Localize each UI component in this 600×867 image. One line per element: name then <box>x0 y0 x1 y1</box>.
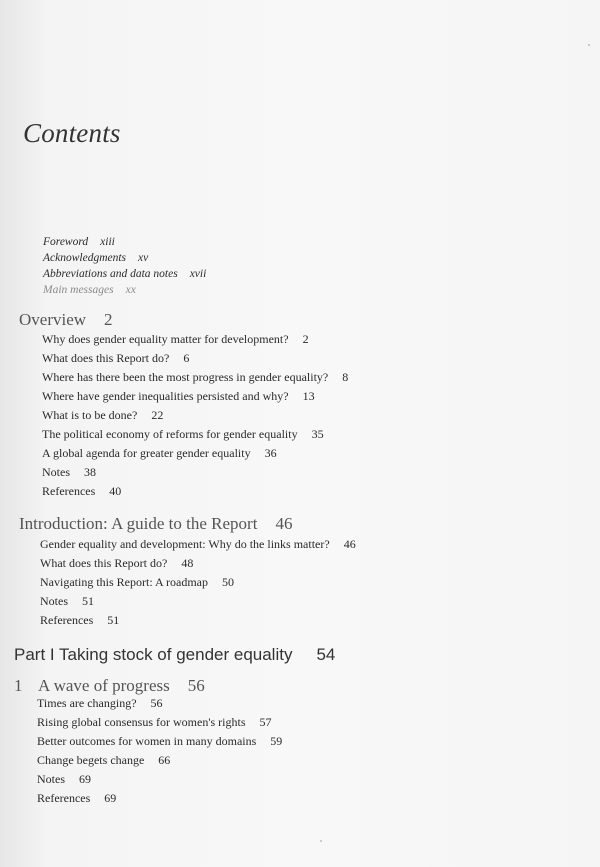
toc-entry[interactable] <box>42 349 348 368</box>
toc-entry[interactable] <box>42 368 348 387</box>
part-page: 54 <box>316 645 336 664</box>
toc-entry[interactable] <box>42 444 348 463</box>
toc-entry[interactable] <box>40 592 356 611</box>
introduction-entries <box>40 535 356 630</box>
toc-entry-page: xx <box>125 284 136 296</box>
toc-entry-page: xvii <box>189 268 207 280</box>
section-heading-overview[interactable] <box>19 310 113 330</box>
toc-entry-label: Where have gender inequalities persisted and why? <box>42 389 289 403</box>
toc-entry-foreword[interactable] <box>43 234 206 250</box>
toc-entry-label: A global agenda for greater gender equality <box>42 446 251 460</box>
toc-entry[interactable] <box>37 789 282 808</box>
chapter-heading[interactable] <box>14 676 205 696</box>
chapter-number: 1 <box>14 676 23 695</box>
toc-entry-page: 56 <box>150 696 163 710</box>
toc-entry-label: Notes <box>42 465 70 479</box>
toc-entry[interactable] <box>40 573 356 592</box>
section-title: Introduction: A guide to the Report <box>19 514 258 533</box>
toc-entry[interactable] <box>40 554 356 573</box>
toc-entry[interactable] <box>40 611 356 630</box>
toc-entry-label: Change begets change <box>37 753 145 767</box>
toc-entry-abbreviations[interactable] <box>43 266 206 282</box>
page-title: Contents <box>23 118 121 148</box>
toc-entry-label: References <box>40 613 94 627</box>
toc-entry-label: Main messages <box>43 284 114 296</box>
toc-entry-label: Navigating this Report: A roadmap <box>40 575 208 589</box>
chapter-page: 56 <box>187 676 205 695</box>
toc-entry-page: xv <box>138 252 149 264</box>
toc-entry-page: 38 <box>84 465 96 479</box>
section-page: 46 <box>275 514 293 533</box>
toc-entry-label: Notes <box>40 594 68 608</box>
toc-entry-page: 35 <box>311 427 324 441</box>
toc-entry-page: 8 <box>342 370 349 384</box>
front-matter-list <box>43 234 206 298</box>
toc-entry[interactable] <box>37 751 282 770</box>
section-page: 2 <box>104 310 113 329</box>
toc-entry-page: 59 <box>270 734 283 748</box>
part-heading[interactable] <box>14 645 335 665</box>
toc-entry-label: Rising global consensus for women's rights <box>37 715 246 729</box>
toc-entry-label: Why does gender equality matter for development? <box>42 332 289 346</box>
toc-entry-label: What does this Report do? <box>42 351 170 365</box>
toc-entry-page: 50 <box>221 575 234 589</box>
toc-entry-page: 66 <box>158 753 171 767</box>
toc-entry[interactable] <box>42 387 348 406</box>
toc-entry-label: Where has there been the most progress in gender equality? <box>42 370 329 384</box>
chapter-title: A wave of progress <box>38 676 170 695</box>
toc-entry-page: 40 <box>109 484 122 498</box>
toc-entry-label: Times are changing? <box>37 696 137 710</box>
toc-entry-page: 57 <box>259 715 272 729</box>
toc-entry[interactable] <box>42 463 348 482</box>
toc-entry[interactable] <box>37 694 282 713</box>
toc-entry-page: 2 <box>302 332 309 346</box>
toc-entry-label: References <box>42 484 96 498</box>
toc-entry-label: Gender equality and development: Why do the links matter? <box>40 537 330 551</box>
chapter-entries <box>37 694 282 808</box>
toc-entry-page: 51 <box>82 594 94 608</box>
toc-entry-page: 51 <box>107 613 120 627</box>
toc-entry-acknowledgments[interactable] <box>43 250 206 266</box>
toc-entry[interactable] <box>37 732 282 751</box>
toc-entry-label: Better outcomes for women in many domains <box>37 734 257 748</box>
toc-entry-page: 46 <box>343 537 356 551</box>
toc-entry-page: 36 <box>264 446 277 460</box>
toc-entry[interactable] <box>40 535 356 554</box>
toc-entry-label: Acknowledgments <box>43 252 127 264</box>
toc-entry[interactable] <box>37 770 282 789</box>
toc-entry-page: 22 <box>151 408 164 422</box>
paper-speck <box>588 44 590 46</box>
toc-entry-label: Abbreviations and data notes <box>43 268 178 280</box>
toc-entry[interactable] <box>42 425 348 444</box>
toc-entry[interactable] <box>42 406 348 425</box>
overview-entries <box>42 330 348 501</box>
toc-entry-page: 69 <box>104 791 117 805</box>
toc-entry[interactable] <box>42 330 348 349</box>
toc-entry-label: The political economy of reforms for gender equality <box>42 427 298 441</box>
part-title: Part I Taking stock of gender equality <box>14 645 293 664</box>
section-heading-introduction[interactable] <box>19 514 292 534</box>
section-title: Overview <box>19 310 87 329</box>
toc-entry-label: What is to be done? <box>42 408 138 422</box>
toc-entry[interactable] <box>37 713 282 732</box>
toc-entry-page: 6 <box>183 351 190 365</box>
toc-entry-main-messages[interactable] <box>43 282 206 298</box>
toc-entry-page: 69 <box>79 772 91 786</box>
toc-entry[interactable] <box>42 482 348 501</box>
toc-entry-page: xiii <box>100 236 115 248</box>
toc-entry-page: 48 <box>181 556 194 570</box>
toc-entry-label: What does this Report do? <box>40 556 168 570</box>
toc-entry-page: 13 <box>302 389 315 403</box>
toc-entry-label: Notes <box>37 772 65 786</box>
paper-speck <box>320 840 322 842</box>
toc-entry-label: References <box>37 791 91 805</box>
toc-entry-label: Foreword <box>43 236 89 248</box>
